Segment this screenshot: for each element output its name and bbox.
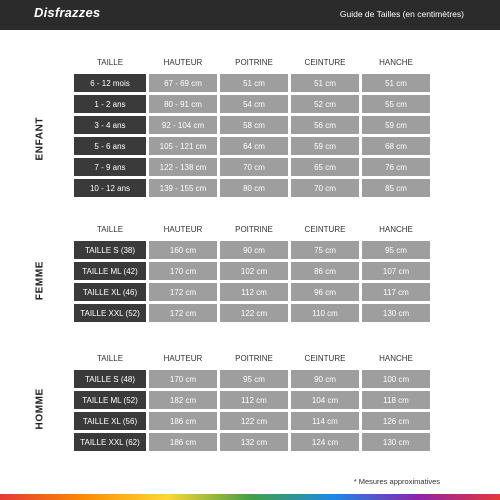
chest-cell: 58 cm	[220, 116, 288, 134]
waist-cell: 51 cm	[291, 74, 359, 92]
column-header: CEINTURE	[304, 57, 346, 67]
table-row	[74, 95, 430, 113]
hip-cell: 85 cm	[362, 179, 430, 197]
column-header: POITRINE	[235, 353, 273, 363]
waist-cell: 104 cm	[291, 391, 359, 409]
waist-cell: 52 cm	[291, 95, 359, 113]
height-cell: 67 - 69 cm	[149, 74, 217, 92]
column-header: TAILLE	[96, 353, 124, 363]
size-cell: TAILLE ML (52)	[74, 391, 146, 409]
height-cell: 182 cm	[149, 391, 217, 409]
size-cell: 3 - 4 ans	[74, 116, 146, 134]
size-cell: TAILLE XXL (52)	[74, 304, 146, 322]
hip-cell: 76 cm	[362, 158, 430, 176]
waist-cell: 86 cm	[291, 262, 359, 280]
size-cell: 5 - 6 ans	[74, 137, 146, 155]
table-row	[74, 391, 430, 409]
chest-cell: 51 cm	[220, 74, 288, 92]
size-table-enfant	[71, 50, 433, 200]
height-cell: 139 - 155 cm	[149, 179, 217, 197]
section-label-homme: HOMME	[34, 388, 46, 430]
chest-cell: 70 cm	[220, 158, 288, 176]
height-cell: 122 - 138 cm	[149, 158, 217, 176]
hip-cell: 68 cm	[362, 137, 430, 155]
size-cell: TAILLE XL (56)	[74, 412, 146, 430]
height-cell: 105 - 121 cm	[149, 137, 217, 155]
column-header: HANCHE	[379, 353, 413, 363]
waist-cell: 59 cm	[291, 137, 359, 155]
hip-cell: 130 cm	[362, 433, 430, 451]
table-row	[74, 158, 430, 176]
column-header: HANCHE	[379, 57, 413, 67]
waist-cell: 56 cm	[291, 116, 359, 134]
hip-cell: 100 cm	[362, 370, 430, 388]
size-cell: TAILLE ML (42)	[74, 262, 146, 280]
hip-cell: 130 cm	[362, 304, 430, 322]
header-bar	[0, 0, 500, 30]
chest-cell: 54 cm	[220, 95, 288, 113]
size-cell: 1 - 2 ans	[74, 95, 146, 113]
size-cell: TAILLE XL (46)	[74, 283, 146, 301]
chest-cell: 64 cm	[220, 137, 288, 155]
section-homme	[0, 346, 500, 456]
waist-cell: 114 cm	[291, 412, 359, 430]
table-row	[74, 179, 430, 197]
waist-cell: 90 cm	[291, 370, 359, 388]
height-cell: 170 cm	[149, 370, 217, 388]
waist-cell: 70 cm	[291, 179, 359, 197]
chest-cell: 122 cm	[220, 304, 288, 322]
table-row	[74, 137, 430, 155]
column-header: TAILLE	[96, 57, 124, 67]
table-row	[74, 74, 430, 92]
chest-cell: 95 cm	[220, 370, 288, 388]
waist-cell: 96 cm	[291, 283, 359, 301]
hip-cell: 107 cm	[362, 262, 430, 280]
hip-cell: 59 cm	[362, 116, 430, 134]
column-header: HAUTEUR	[163, 353, 203, 363]
hip-cell: 126 cm	[362, 412, 430, 430]
chest-cell: 122 cm	[220, 412, 288, 430]
column-header: HAUTEUR	[163, 57, 203, 67]
size-cell: TAILLE XXL (62)	[74, 433, 146, 451]
size-table-femme	[71, 217, 433, 325]
section-label-femme: FEMME	[34, 260, 46, 301]
waist-cell: 65 cm	[291, 158, 359, 176]
table-row	[74, 283, 430, 301]
hip-cell: 117 cm	[362, 283, 430, 301]
table-header-row	[74, 53, 430, 71]
hip-cell: 55 cm	[362, 95, 430, 113]
hip-cell: 95 cm	[362, 241, 430, 259]
waist-cell: 75 cm	[291, 241, 359, 259]
chest-cell: 112 cm	[220, 283, 288, 301]
height-cell: 186 cm	[149, 412, 217, 430]
height-cell: 80 - 91 cm	[149, 95, 217, 113]
section-femme	[0, 217, 500, 327]
hip-cell: 118 cm	[362, 391, 430, 409]
table-row	[74, 241, 430, 259]
column-header: HAUTEUR	[163, 224, 203, 234]
rainbow-bar	[0, 494, 500, 500]
column-header: POITRINE	[235, 57, 273, 67]
size-table-homme	[71, 346, 433, 454]
chest-cell: 102 cm	[220, 262, 288, 280]
size-cell: TAILLE S (48)	[74, 370, 146, 388]
table-row	[74, 412, 430, 430]
waist-cell: 124 cm	[291, 433, 359, 451]
height-cell: 172 cm	[149, 304, 217, 322]
section-label-enfant: ENFANT	[34, 116, 46, 161]
size-cell: TAILLE S (38)	[74, 241, 146, 259]
size-cell: 7 - 9 ans	[74, 158, 146, 176]
table-row	[74, 370, 430, 388]
column-header: TAILLE	[96, 224, 124, 234]
height-cell: 92 - 104 cm	[149, 116, 217, 134]
hip-cell: 51 cm	[362, 74, 430, 92]
size-cell: 6 - 12 mois	[74, 74, 146, 92]
table-header-row	[74, 349, 430, 367]
column-header: HANCHE	[379, 224, 413, 234]
waist-cell: 110 cm	[291, 304, 359, 322]
table-header-row	[74, 220, 430, 238]
height-cell: 186 cm	[149, 433, 217, 451]
chest-cell: 80 cm	[220, 179, 288, 197]
table-row	[74, 304, 430, 322]
column-header: CEINTURE	[304, 353, 346, 363]
chest-cell: 90 cm	[220, 241, 288, 259]
section-enfant	[0, 50, 500, 200]
height-cell: 160 cm	[149, 241, 217, 259]
table-row	[74, 262, 430, 280]
size-cell: 10 - 12 ans	[74, 179, 146, 197]
column-header: CEINTURE	[304, 224, 346, 234]
table-row	[74, 116, 430, 134]
column-header: POITRINE	[235, 224, 273, 234]
height-cell: 170 cm	[149, 262, 217, 280]
chest-cell: 132 cm	[220, 433, 288, 451]
brand-logo: Disfrazzes	[34, 5, 101, 20]
chest-cell: 112 cm	[220, 391, 288, 409]
page-subtitle: Guide de Tailles (en centimètres)	[339, 9, 464, 19]
height-cell: 172 cm	[149, 283, 217, 301]
table-row	[74, 433, 430, 451]
footnote: * Mesures approximatives	[353, 477, 440, 486]
